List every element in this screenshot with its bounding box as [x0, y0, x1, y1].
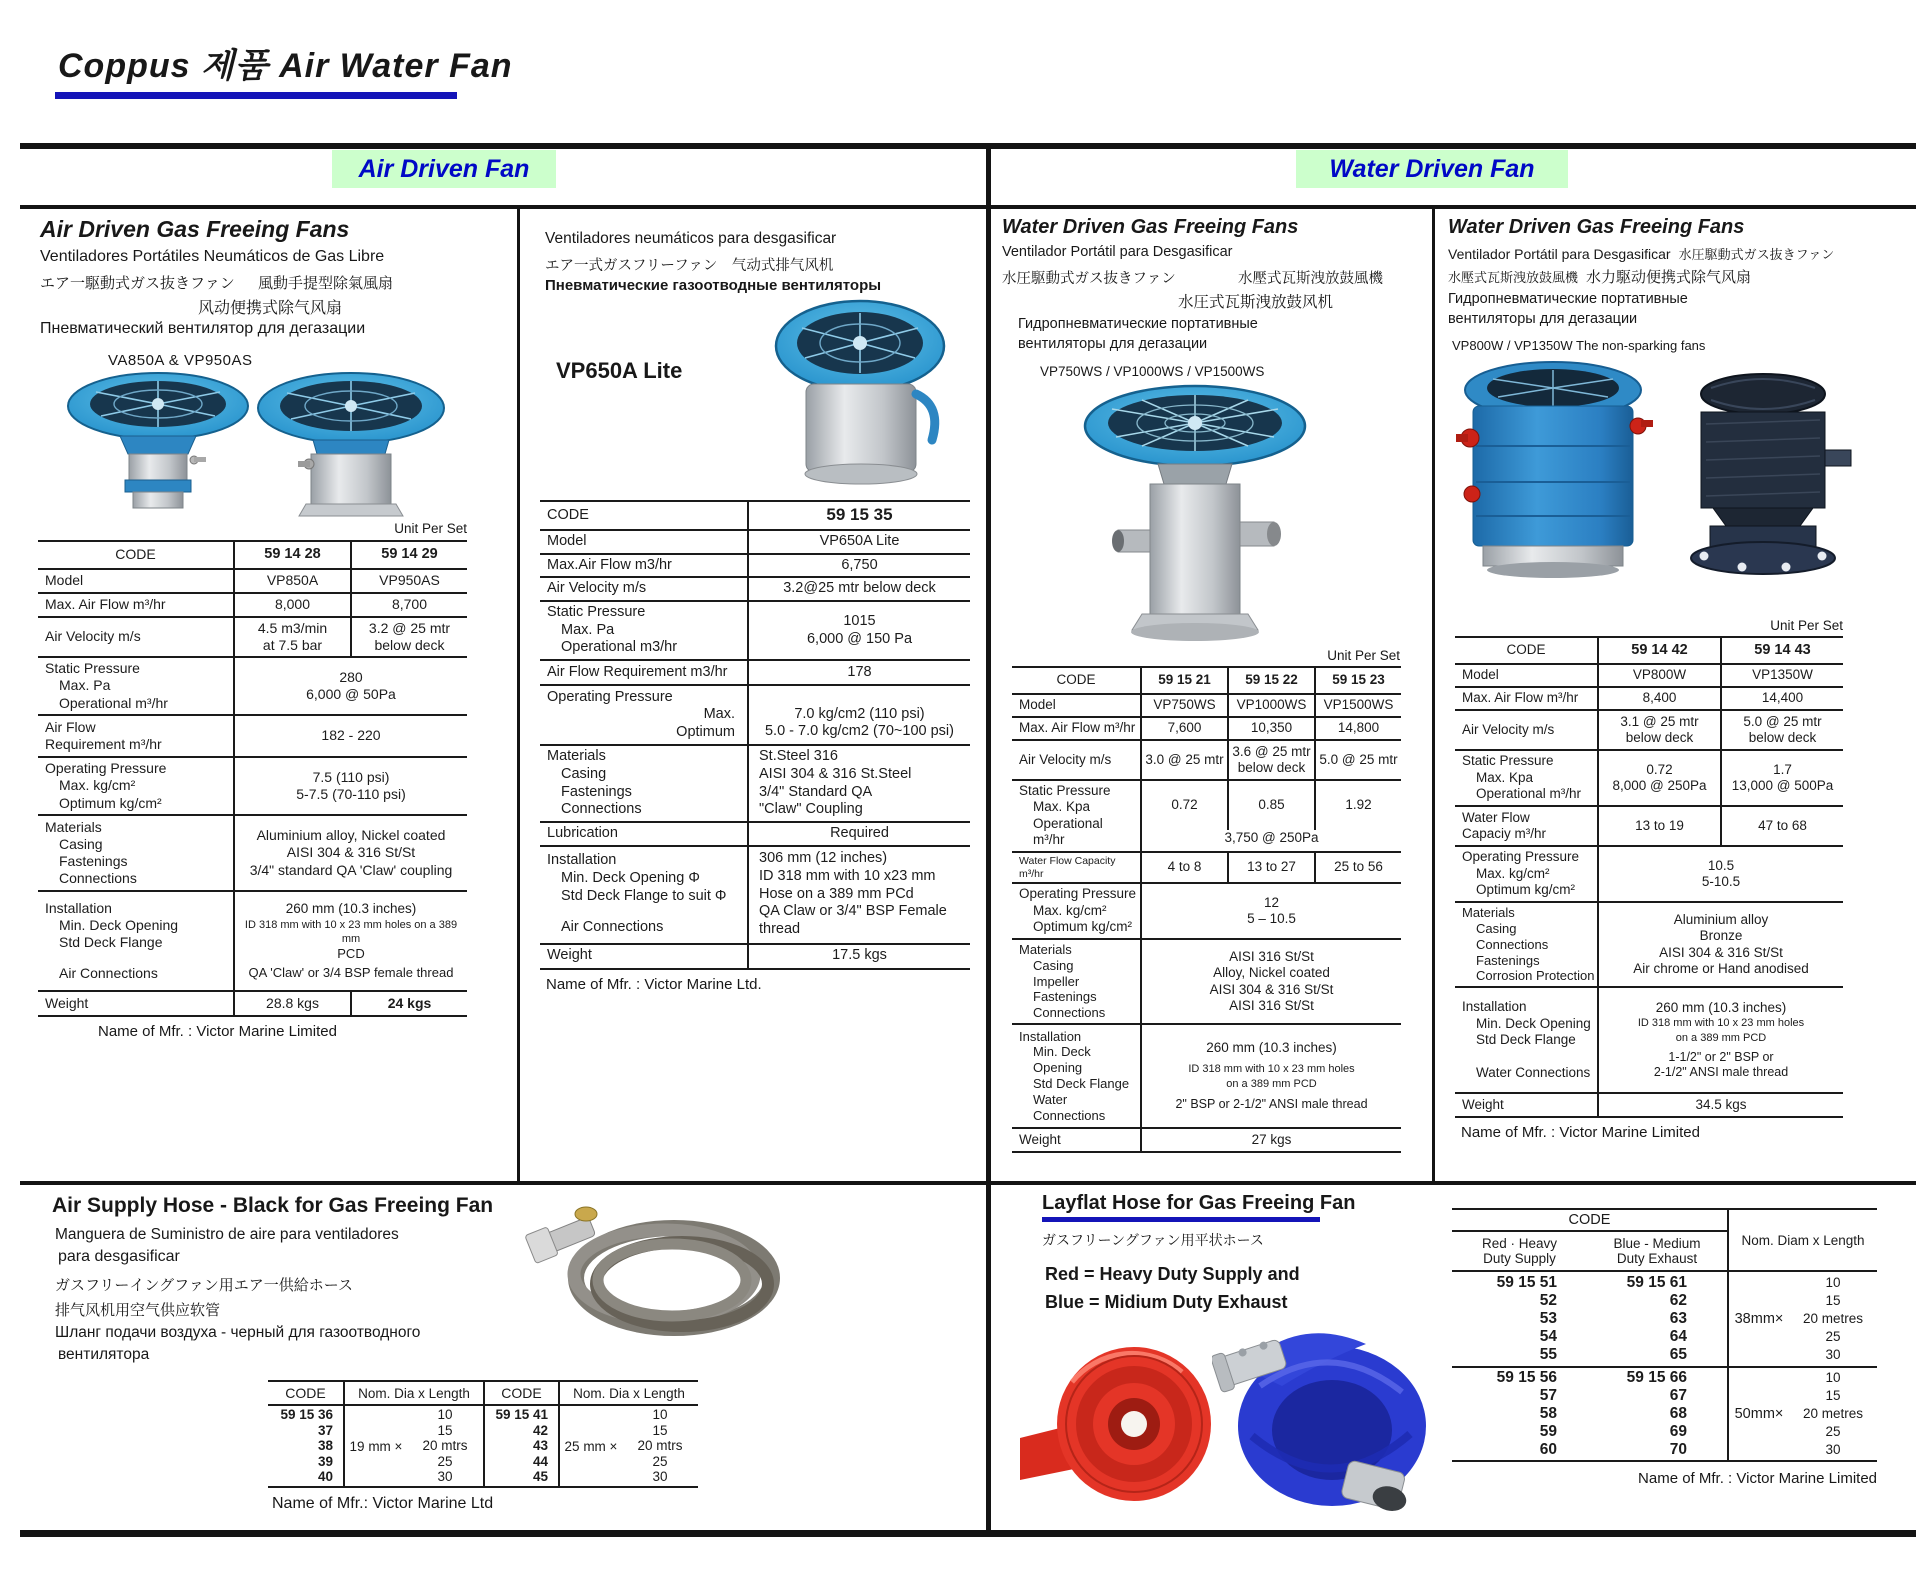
row-value: 17.5 kgs: [747, 945, 970, 968]
dim-cell: 38mm× 10 15 20 metres 25 30: [1727, 1272, 1877, 1366]
row-value: 8,700: [350, 594, 467, 616]
row-value: 1015 6,000 @ 150 Pa: [747, 602, 970, 659]
row-label: Materials Casing Fastenings Connections: [45, 818, 137, 887]
row-value: 4.5 m3/min at 7.5 bar: [257, 619, 328, 653]
row-label: Model: [45, 572, 84, 589]
divider-col3-col4: [1432, 209, 1435, 1181]
row-label: Max. Air Flow m³/hr: [1019, 720, 1136, 736]
row-value: VP1350W: [1720, 665, 1843, 686]
row-label: Materials Casing Connections Fastenings Corrosion Protection: [1462, 905, 1595, 984]
table-row: [1012, 739, 1401, 779]
row-value: 5.0 @ 25 mtr below deck: [1720, 711, 1843, 749]
table-row: [1455, 749, 1843, 805]
row-label: Weight: [45, 994, 89, 1011]
row-label: Static Pressure Max. Pa Operational m3/hr: [547, 604, 678, 656]
row-value: 5.0 @ 25 mtr: [1314, 741, 1401, 779]
col4-subtitle-line1: [1448, 244, 1834, 263]
table-row: [540, 600, 970, 659]
column-header-red: Red · Heavy Duty Supply: [1481, 1236, 1558, 1266]
row-value: 4 to 8: [1167, 859, 1202, 875]
col4-subtitle-es: Ventilador Portátil para Desgasificar: [1448, 246, 1671, 262]
col3-models-line: VP750WS / VP1000WS / VP1500WS: [1040, 364, 1265, 379]
table-row: [1455, 845, 1843, 901]
col1-subtitle-cn: 风动便携式除气风扇: [198, 300, 343, 317]
table-row: [1012, 938, 1401, 1023]
col2-subtitle-ru: Пневматические газоотводные вентиляторы: [545, 277, 882, 294]
row-label: Installation Min. Deck Opening Std Deck Flange Water Connections: [1462, 999, 1591, 1080]
table-row: [38, 756, 467, 814]
table-row: [540, 821, 970, 845]
row-value: 3.6 @ 25 mtr below deck: [1227, 741, 1314, 779]
row-value: VP750WS: [1153, 697, 1216, 713]
table-row: [540, 943, 970, 968]
row-value: 14,800: [1314, 718, 1401, 739]
table-row: [1455, 638, 1843, 663]
col3-subtitle-tw: 水壓式瓦斯洩放鼓風機: [1238, 271, 1383, 287]
row-label: Static Pressure Max. Kpa Operational m³/hr: [1019, 783, 1111, 848]
row-value: 7.0 kg/cm2 (110 psi) 5.0 - 7.0 kg/cm2 (70~100 psi): [747, 686, 970, 744]
table-row: [38, 542, 467, 568]
table-row: [1455, 901, 1843, 986]
row-value: 59 15 35: [747, 502, 970, 529]
row-label: Operating Pressure Max. kg/cm² Optimum kg/cm²: [1462, 849, 1580, 898]
row-value: 3.2@25 mtr below deck: [747, 578, 970, 600]
col1-subtitle-jp: エア一駆動式ガス抜きファン: [40, 275, 235, 292]
row-value: VP800W: [1632, 667, 1687, 683]
row-value: 59 15 22: [1227, 668, 1314, 693]
hose-left-manufacturer: Name of Mfr.: Victor Marine Ltd: [272, 1495, 494, 1512]
header-water-driven-fan: Water Driven Fan: [1296, 150, 1568, 188]
row-value: 1.7 13,000 @ 500Pa: [1720, 751, 1843, 805]
row-value: 0.72: [1171, 797, 1198, 813]
row-label: CODE: [1056, 672, 1096, 688]
row-value: 13 to 19: [1635, 817, 1684, 833]
row-value: 3.0 @ 25 mtr: [1145, 751, 1224, 767]
table-row: [1012, 1127, 1401, 1151]
col2-spec-table: [540, 500, 970, 970]
col4-table-wrap: [1455, 636, 1843, 1141]
table-row: [38, 568, 467, 592]
row-value: 260 mm (10.3 inches) ID 318 mm with 10 x 23 mm holes on a 389 mm PCD 1-1/2" or 2" BSP or 2-1/2" ANSI male thread: [1597, 988, 1843, 1092]
row-label: Water Flow Capacity m³/hr: [1019, 854, 1116, 880]
table-row: [1012, 668, 1401, 693]
row-value: 7,600: [1167, 720, 1202, 736]
code-list-red: 59 15 51 52 53 54 55: [1496, 1274, 1557, 1363]
col4-subtitle-ru2: вентиляторы для дегазации: [1448, 311, 1638, 327]
row-label: Operating Pressure Max. kg/cm² Optimum kg/cm²: [45, 760, 167, 811]
table-row: [1455, 986, 1843, 1092]
col4-title: Water Driven Gas Freeing Fans: [1448, 216, 1745, 238]
table-header-block: [1452, 1210, 1877, 1272]
table-row: [1455, 1092, 1843, 1116]
row-value: 59 14 43: [1720, 638, 1843, 663]
blue-layflat-hose-photo: [1212, 1306, 1434, 1514]
row-label: CODE: [1506, 642, 1546, 658]
row-value: 59 14 29: [350, 542, 467, 568]
header-air-driven-fan: Air Driven Fan: [332, 150, 556, 188]
table-row: [38, 890, 467, 990]
col3-unit-per-set: Unit Per Set: [1327, 648, 1400, 663]
table-row: [1012, 779, 1401, 851]
row-label: Weight: [547, 947, 592, 964]
row-label: Max. Air Flow m³/hr: [1462, 690, 1579, 706]
col4-unit-per-set: Unit Per Set: [1770, 618, 1843, 633]
row-label: CODE: [547, 506, 589, 523]
column-header: CODE: [285, 1385, 326, 1401]
row-label: Air Flow Requirement m3/hr: [547, 663, 728, 680]
col1-unit-per-set: Unit Per Set: [394, 521, 467, 536]
table-body-row: [268, 1406, 698, 1486]
row-value: 10.5 5-10.5: [1597, 847, 1843, 901]
rule-top: [20, 143, 1916, 149]
table-row: [540, 529, 970, 553]
code-list: 59 15 41 42 43 44 45: [483, 1406, 558, 1486]
table-row: [1455, 686, 1843, 709]
row-label: Water Flow Capaciy m³/hr: [1462, 809, 1547, 841]
fan-photo-vp750ws: [1078, 380, 1313, 645]
hose-right-title-underline: [1042, 1217, 1320, 1222]
table-row: [540, 744, 970, 821]
row-label: Air Flow Requirement m³/hr: [45, 718, 162, 752]
hose-right-blue-line: Blue = Midium Duty Exhaust: [1045, 1292, 1288, 1312]
table-row: [38, 814, 467, 890]
fan-photos-va850a-vp950as: [55, 370, 455, 518]
row-label: Max. Air Flow m³/hr: [45, 596, 166, 613]
table-row: [1455, 805, 1843, 845]
table-row: [540, 553, 970, 577]
row-value: 306 mm (12 inches) ID 318 mm with 10 x23 mm Hose on a 389 mm PCd QA Claw or 3/4" BSP Female thread: [747, 847, 970, 943]
row-value: 10,350: [1227, 718, 1314, 739]
row-label: Materials Casing Fastenings Connections: [547, 748, 642, 818]
col3-subtitle-es: Ventilador Portátil para Desgasificar: [1002, 244, 1233, 260]
table-row: [1012, 882, 1401, 937]
row-value: 28.8 kgs: [266, 994, 319, 1011]
row-label: Lubrication: [547, 824, 618, 841]
column-header-dim: Nom. Diam x Length: [1727, 1210, 1877, 1270]
table-row: [38, 616, 467, 656]
row-label: Installation Min. Deck Opening Std Deck Flange Air Connections: [45, 899, 179, 982]
table-row: [1455, 663, 1843, 686]
hose-left-ru2: вентилятора: [58, 1346, 150, 1363]
row-label: Static Pressure Max. Pa Operational m³/hr: [45, 660, 168, 711]
hose-left-es1: Manguera de Suministro de aire para ventiladores: [55, 1226, 399, 1243]
row-label: Operating Pressure Max. Optimum: [547, 688, 735, 740]
dim-cell: 25 mm × 10 15 20 mtrs 25 30: [558, 1406, 698, 1486]
row-value: 280 6,000 @ 50Pa: [233, 658, 467, 714]
row-value: 59 14 42: [1631, 641, 1688, 658]
row-label: Static Pressure Max. Kpa Operational m³/hr: [1462, 753, 1582, 802]
table-row: [38, 656, 467, 714]
row-label: Model: [547, 533, 587, 549]
col1-models-line: VA850A & VP950AS: [108, 352, 253, 369]
air-supply-hose-photo: [522, 1186, 807, 1358]
row-value: 8,400: [1642, 690, 1677, 706]
row-value: 260 mm (10.3 inches) ID 318 mm with 10 x 23 mm holes on a 389 mm PCD 2" BSP or 2-1/2" ANSI male thread: [1140, 1025, 1401, 1127]
col3-title: Water Driven Gas Freeing Fans: [1002, 216, 1299, 238]
row-value: 8,000: [274, 596, 311, 613]
row-label: Air Velocity m/s: [45, 628, 141, 645]
row-label: Model: [1462, 667, 1499, 683]
row-label: Weight: [1019, 1131, 1061, 1147]
column-header: Nom. Dia x Length: [343, 1382, 483, 1404]
row-value: 0.72 8,000 @ 250Pa: [1612, 761, 1707, 793]
row-value: 25 to 56: [1314, 853, 1401, 883]
row-value: 3,750 @ 250Pa: [1224, 830, 1319, 846]
column-header: CODE: [483, 1382, 558, 1404]
hose-right-manufacturer: Name of Mfr. : Victor Marine Limited: [1638, 1470, 1877, 1487]
row-label: Air Velocity m/s: [1462, 721, 1555, 737]
dim-cell: 50mm× 10 15 20 metres 25 30: [1727, 1368, 1877, 1460]
hose-right-table-wrap: [1452, 1208, 1877, 1487]
divider-center: [986, 143, 991, 1537]
row-value: VP950AS: [350, 570, 467, 592]
hose-right-title: Layflat Hose for Gas Freeing Fan: [1042, 1192, 1356, 1214]
table-body-row: [1452, 1366, 1877, 1460]
row-label: Operating Pressure Max. kg/cm² Optimum kg/cm²: [1019, 886, 1137, 935]
dim-cell: 19 mm × 10 15 20 mtrs 25 30: [343, 1406, 483, 1486]
row-value: 7.5 (110 psi) 5-7.5 (70-110 psi): [233, 758, 467, 814]
col2-table-wrap: [540, 500, 970, 993]
col1-subtitle-es: Ventiladores Portátiles Neumáticos de Gas Libre: [40, 248, 385, 265]
row-value: VP1000WS: [1227, 695, 1314, 716]
col4-subtitle-line2: [1448, 266, 1751, 287]
row-value: 260 mm (10.3 inches) ID 318 mm with 10 x 23 mm holes on a 389 mm PCD QA 'Claw' or 3/4 BSP female thread: [233, 892, 467, 990]
row-value: 34.5 kgs: [1597, 1094, 1843, 1116]
row-value: 14,400: [1720, 688, 1843, 709]
col2-manufacturer: Name of Mfr. : Victor Marine Ltd.: [546, 975, 762, 993]
rule-under-headers: [20, 205, 1916, 209]
table-body-row: [1452, 1272, 1877, 1366]
code-list-blue: 59 15 66 67 68 69 70: [1626, 1369, 1687, 1458]
table-row: [1012, 716, 1401, 739]
table-row: [540, 845, 970, 943]
col4-models-line: VP800W / VP1350W The non-sparking fans: [1452, 338, 1706, 353]
col2-model-name: VP650A Lite: [556, 358, 683, 383]
col1-subtitle-ru: Пневматический вентилятор для дегазации: [40, 320, 366, 337]
col4-subtitle-cn: 水力駆动便携式除气风扇: [1586, 269, 1752, 286]
row-label: Weight: [1462, 1097, 1504, 1113]
row-label: Installation Min. Deck Opening Std Deck Flange Water Connections: [1019, 1028, 1130, 1123]
table-row: [38, 592, 467, 616]
col1-manufacturer: Name of Mfr. : Victor Marine Limited: [98, 1023, 337, 1040]
row-value: St.Steel 316 AISI 304 & 316 St.Steel 3/4" Standard QA "Claw" Coupling: [747, 746, 970, 821]
hose-right-jp: ガスフリーングファン用平状ホース: [1042, 1232, 1264, 1248]
hose-left-table-wrap: [268, 1380, 698, 1513]
col3-spec-table: [1012, 666, 1401, 1153]
row-value: 59 15 21: [1158, 672, 1211, 688]
row-label: Air Velocity m/s: [547, 580, 647, 597]
hose-left-ru1: Шланг подачи воздуха - черный для газоотводного: [55, 1324, 421, 1341]
col4-subtitle-jp: 水圧駆動式ガス抜きファン: [1678, 247, 1835, 262]
hose-left-cn: 排气风机用空气供应软管: [55, 1302, 221, 1319]
row-value: 0.85: [1227, 781, 1314, 830]
fan-photo-vp650a-lite: [760, 292, 965, 497]
row-value: VP1500WS: [1314, 695, 1401, 716]
table-row: [540, 502, 970, 529]
row-value: 1.92: [1314, 781, 1401, 830]
col4-subtitle-ru1: Гидропневматические портативные: [1448, 291, 1688, 307]
hose-left-table: [268, 1380, 698, 1488]
row-label: Installation Min. Deck Opening Φ Std Deck Flange to suit Φ Air Connections: [547, 852, 727, 936]
rule-bottom: [20, 1530, 1916, 1537]
table-row: [540, 659, 970, 684]
col3-subtitle-jp: 水圧駆動式ガス抜きファン: [1002, 271, 1176, 287]
red-layflat-hose-photo: [1020, 1320, 1228, 1512]
column-header: Nom. Dia x Length: [558, 1382, 698, 1404]
row-value: Aluminium alloy, Nickel coated AISI 304 & 316 St/St 3/4" standard QA 'Claw' coupling: [233, 816, 467, 890]
column-header-blue: Blue - Medium Duty Exhaust: [1613, 1236, 1701, 1266]
rule-mid: [20, 1181, 1916, 1185]
code-list-red: 59 15 56 57 58 59 60: [1496, 1369, 1557, 1458]
row-value: AISI 316 St/St Alloy, Nickel coated AISI 304 & 316 St/St AISI 316 St/St: [1140, 940, 1401, 1023]
col1-title: Air Driven Gas Freeing Fans: [40, 216, 350, 242]
code-list-blue: 59 15 61 62 63 64 65: [1626, 1274, 1687, 1363]
hose-left-title: Air Supply Hose - Black for Gas Freeing Fan: [52, 1194, 494, 1217]
table-row: [38, 990, 467, 1015]
row-value: 59 14 28: [264, 546, 321, 563]
column-header-code: CODE: [1452, 1210, 1727, 1232]
hose-right-table: [1452, 1208, 1877, 1462]
col1-subtitle-tw: 風動手提型除氣風扇: [258, 275, 394, 292]
row-value: 59 15 23: [1314, 668, 1401, 693]
row-value: 27 kgs: [1140, 1129, 1401, 1151]
table-row: [38, 714, 467, 756]
col1-spec-table: [38, 540, 467, 1017]
col3-subtitle-cn: 水圧式瓦斯洩放鼓风机: [1178, 294, 1334, 311]
table-header-row: [268, 1382, 698, 1406]
row-value: 24 kgs: [350, 992, 467, 1015]
col3-table-wrap: [1012, 666, 1401, 1153]
col4-spec-table: [1455, 636, 1843, 1118]
row-label: Model: [1019, 697, 1056, 713]
row-value: 178: [747, 661, 970, 684]
row-value: 6,750: [747, 555, 970, 577]
code-list: 59 15 36 37 38 39 40: [280, 1407, 333, 1485]
row-value: 182 - 220: [233, 716, 467, 756]
row-label: Air Velocity m/s: [1019, 751, 1112, 767]
row-label: Materials Casing Impeller Fastenings Connections: [1019, 941, 1106, 1021]
fan-photos-vp800w-vp1350w: [1448, 354, 1878, 612]
row-label: Max.Air Flow m3/hr: [547, 556, 672, 573]
row-value: 13 to 27: [1227, 853, 1314, 883]
col2-subtitle-jp: エア一式ガスフリーファン 气动式排气风机: [545, 258, 834, 274]
col3-subtitle-ru1: Гидропневматические портативные: [1018, 316, 1258, 332]
row-value: Aluminium alloy Bronze AISI 304 & 316 St/St Air chrome or Hand anodised: [1597, 903, 1843, 986]
row-value: VP650A Lite: [747, 531, 970, 553]
col2-subtitle-es: Ventiladores neumáticos para desgasificar: [545, 230, 837, 247]
table-row: [1012, 851, 1401, 883]
hose-left-jp: ガスフリーイングファン用エア一供給ホース: [55, 1277, 354, 1294]
col4-manufacturer: Name of Mfr. : Victor Marine Limited: [1461, 1124, 1700, 1142]
table-row: [1012, 1023, 1401, 1127]
table-row: [1012, 693, 1401, 716]
hose-right-red-line: Red = Heavy Duty Supply and: [1045, 1264, 1300, 1284]
col4-subtitle-tw: 水壓式瓦斯洩放鼓風機: [1448, 270, 1579, 285]
divider-col1-col2: [517, 209, 520, 1181]
title-underline: [55, 92, 457, 99]
hose-left-es2: para desgasificar: [58, 1248, 180, 1265]
row-value: Required: [747, 823, 970, 845]
table-row: [540, 576, 970, 600]
row-value: VP850A: [266, 572, 319, 589]
table-row: [540, 684, 970, 744]
row-value: 47 to 68: [1720, 807, 1843, 845]
row-value: 3.1 @ 25 mtr below deck: [1620, 713, 1699, 745]
row-value: 12 5 – 10.5: [1140, 884, 1401, 937]
row-value: 3.2 @ 25 mtr below deck: [350, 618, 467, 656]
page-title: Coppus 제품 Air Water Fan: [58, 47, 513, 85]
col1-table-wrap: [38, 540, 467, 1040]
row-label: CODE: [115, 546, 156, 563]
col3-subtitle-ru2: вентиляторы для дегазации: [1018, 336, 1208, 352]
table-row: [1455, 709, 1843, 749]
